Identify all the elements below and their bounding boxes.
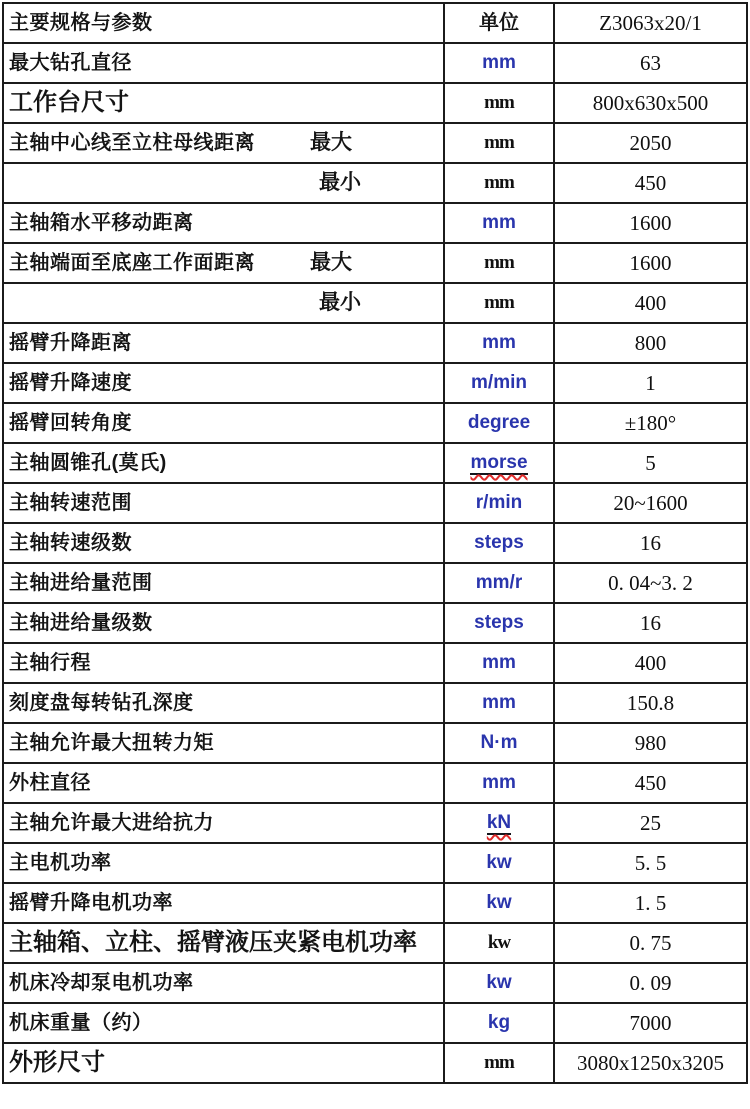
value-label: 63 xyxy=(640,51,661,75)
spec-row xyxy=(3,1043,747,1083)
param-cell xyxy=(3,763,444,803)
unit-cell xyxy=(444,523,554,563)
unit-cell xyxy=(444,723,554,763)
unit-label: mm xyxy=(484,172,514,193)
spec-row xyxy=(3,163,747,203)
spec-row xyxy=(3,123,747,163)
value-cell xyxy=(554,203,747,243)
unit-label: kw xyxy=(486,972,512,993)
param-cell xyxy=(3,403,444,443)
param-cell xyxy=(3,283,444,323)
unit-cell xyxy=(444,563,554,603)
param-cell xyxy=(3,43,444,83)
spec-row xyxy=(3,283,747,323)
value-label: 25 xyxy=(640,811,661,835)
value-label: 450 xyxy=(634,171,667,195)
unit-label: kg xyxy=(487,1012,511,1033)
param-cell xyxy=(3,243,444,283)
param-sub-label: 最小 xyxy=(319,171,361,194)
unit-label: steps xyxy=(474,612,524,633)
param-cell xyxy=(3,923,444,963)
unit-cell xyxy=(444,683,554,723)
param-cell xyxy=(3,563,444,603)
unit-label: mm xyxy=(484,132,514,153)
value-label: 150.8 xyxy=(626,691,675,715)
param-label: 主轴转速范围 xyxy=(9,492,132,514)
unit-label: steps xyxy=(474,532,524,553)
spec-row xyxy=(3,83,747,123)
value-label: ±180° xyxy=(624,411,677,435)
spec-row xyxy=(3,243,747,283)
unit-cell xyxy=(444,603,554,643)
param-cell xyxy=(3,483,444,523)
unit-column-header: 单位 xyxy=(479,12,519,34)
value-cell xyxy=(554,163,747,203)
value-cell xyxy=(554,83,747,123)
param-cell xyxy=(3,123,444,163)
value-cell xyxy=(554,603,747,643)
unit-cell xyxy=(444,283,554,323)
param-label: 主轴圆锥孔(莫氏) xyxy=(9,452,167,474)
param-label: 摇臂回转角度 xyxy=(9,412,132,434)
unit-cell xyxy=(444,963,554,1003)
unit-cell xyxy=(444,83,554,123)
param-cell xyxy=(3,163,444,203)
param-label: 外柱直径 xyxy=(9,772,91,794)
spec-row xyxy=(3,723,747,763)
unit-cell xyxy=(444,643,554,683)
param-label: 主轴端面至底座工作面距离 xyxy=(9,252,255,274)
param-label: 主轴进给量级数 xyxy=(9,612,153,634)
spec-row xyxy=(3,203,747,243)
param-cell xyxy=(3,523,444,563)
table-title: 主要规格与参数 xyxy=(9,12,153,34)
spec-table xyxy=(2,2,748,1084)
param-label: 主轴箱水平移动距离 xyxy=(9,212,194,234)
param-cell xyxy=(3,683,444,723)
unit-cell xyxy=(444,803,554,843)
param-label: 外形尺寸 xyxy=(9,1049,105,1076)
unit-label: N·m xyxy=(480,732,518,753)
param-cell xyxy=(3,363,444,403)
unit-label: mm xyxy=(484,292,514,313)
param-sub-label: 最大 xyxy=(310,251,352,274)
unit-label: mm/r xyxy=(475,572,523,593)
value-cell xyxy=(554,123,747,163)
param-label: 摇臂升降速度 xyxy=(9,372,132,394)
value-label: 1600 xyxy=(629,251,672,275)
table-header-row xyxy=(3,3,747,43)
unit-label: mm xyxy=(482,772,516,793)
spec-row xyxy=(3,403,747,443)
spec-row xyxy=(3,763,747,803)
unit-cell xyxy=(444,323,554,363)
value-cell xyxy=(554,443,747,483)
param-label: 工作台尺寸 xyxy=(9,89,129,116)
value-cell xyxy=(554,243,747,283)
value-cell xyxy=(554,523,747,563)
param-label: 主轴箱、立柱、摇臂液压夹紧电机功率 xyxy=(9,929,417,956)
param-label: 机床重量（约） xyxy=(9,1012,153,1034)
header-param-cell xyxy=(3,3,444,43)
value-cell xyxy=(554,323,747,363)
value-label: 980 xyxy=(634,731,667,755)
spec-row xyxy=(3,643,747,683)
unit-cell xyxy=(444,363,554,403)
param-cell xyxy=(3,963,444,1003)
param-label: 主轴中心线至立柱母线距离 xyxy=(9,132,255,154)
value-label: 16 xyxy=(640,611,661,635)
unit-label: kw xyxy=(487,932,511,953)
value-label: 2050 xyxy=(629,131,672,155)
spec-row xyxy=(3,923,747,963)
param-label: 机床冷却泵电机功率 xyxy=(9,972,194,994)
spec-row xyxy=(3,43,747,83)
spec-row xyxy=(3,323,747,363)
value-label: 3080x1250x3205 xyxy=(577,1051,724,1075)
value-cell xyxy=(554,683,747,723)
value-cell xyxy=(554,483,747,523)
unit-label: mm xyxy=(484,252,514,273)
unit-label: morse xyxy=(470,452,528,473)
param-label: 主轴行程 xyxy=(9,652,91,674)
spec-row xyxy=(3,1003,747,1043)
param-label: 摇臂升降距离 xyxy=(9,332,132,354)
model-number: Z3063x20/1 xyxy=(599,11,702,35)
unit-cell xyxy=(444,123,554,163)
spec-row xyxy=(3,683,747,723)
header-unit-cell xyxy=(444,3,554,43)
param-label: 主轴转速级数 xyxy=(9,532,132,554)
value-label: 0. 75 xyxy=(629,931,672,955)
param-label: 主轴允许最大扭转力矩 xyxy=(9,732,214,754)
unit-label: mm xyxy=(482,332,516,353)
value-cell xyxy=(554,963,747,1003)
param-label: 主电机功率 xyxy=(9,852,112,874)
unit-label: mm xyxy=(484,1052,514,1073)
unit-label: m/min xyxy=(471,372,527,393)
unit-cell xyxy=(444,843,554,883)
unit-cell xyxy=(444,1043,554,1083)
value-cell xyxy=(554,723,747,763)
spec-row xyxy=(3,483,747,523)
value-label: 20~1600 xyxy=(613,491,688,515)
value-label: 1600 xyxy=(629,211,672,235)
param-cell xyxy=(3,203,444,243)
unit-label: mm xyxy=(482,212,516,233)
value-cell xyxy=(554,803,747,843)
value-cell xyxy=(554,923,747,963)
param-sub-label: 最小 xyxy=(319,291,361,314)
param-cell xyxy=(3,603,444,643)
value-label: 16 xyxy=(640,531,661,555)
value-label: 0. 09 xyxy=(629,971,672,995)
param-cell xyxy=(3,443,444,483)
value-label: 5. 5 xyxy=(634,851,667,875)
unit-label: kw xyxy=(486,892,512,913)
param-cell xyxy=(3,803,444,843)
param-cell xyxy=(3,643,444,683)
value-label: 1 xyxy=(645,371,656,395)
spec-row xyxy=(3,523,747,563)
spec-row xyxy=(3,843,747,883)
value-label: 800 xyxy=(634,331,667,355)
value-label: 0. 04~3. 2 xyxy=(608,571,693,595)
unit-cell xyxy=(444,763,554,803)
param-cell xyxy=(3,843,444,883)
param-cell xyxy=(3,723,444,763)
param-label: 刻度盘每转钻孔深度 xyxy=(9,692,194,714)
param-cell xyxy=(3,1003,444,1043)
value-label: 450 xyxy=(634,771,667,795)
value-label: 400 xyxy=(634,651,667,675)
unit-cell xyxy=(444,403,554,443)
spec-row xyxy=(3,803,747,843)
param-cell xyxy=(3,1043,444,1083)
value-label: 7000 xyxy=(629,1011,672,1035)
param-label: 摇臂升降电机功率 xyxy=(9,892,173,914)
value-cell xyxy=(554,283,747,323)
unit-label: degree xyxy=(467,412,531,433)
param-label: 主轴进给量范围 xyxy=(9,572,153,594)
value-cell xyxy=(554,43,747,83)
value-label: 5 xyxy=(645,451,656,475)
value-cell xyxy=(554,883,747,923)
unit-cell xyxy=(444,43,554,83)
value-cell xyxy=(554,403,747,443)
unit-cell xyxy=(444,883,554,923)
value-cell xyxy=(554,763,747,803)
spec-row xyxy=(3,443,747,483)
param-label: 主轴允许最大进给抗力 xyxy=(9,812,214,834)
unit-label: r/min xyxy=(475,492,523,513)
spec-row xyxy=(3,963,747,1003)
unit-label: mm xyxy=(484,92,514,113)
param-cell xyxy=(3,323,444,363)
value-cell xyxy=(554,563,747,603)
unit-cell xyxy=(444,203,554,243)
value-cell xyxy=(554,1003,747,1043)
param-sub-label: 最大 xyxy=(310,131,352,154)
unit-label: kN xyxy=(486,812,512,833)
unit-cell xyxy=(444,1003,554,1043)
unit-label: mm xyxy=(482,652,516,673)
value-cell xyxy=(554,1043,747,1083)
param-label: 最大钻孔直径 xyxy=(9,52,132,74)
spec-row xyxy=(3,883,747,923)
spec-row xyxy=(3,603,747,643)
value-cell xyxy=(554,843,747,883)
param-cell xyxy=(3,883,444,923)
unit-cell xyxy=(444,163,554,203)
value-cell xyxy=(554,363,747,403)
value-label: 800x630x500 xyxy=(592,91,709,115)
header-value-cell xyxy=(554,3,747,43)
value-label: 400 xyxy=(634,291,667,315)
value-cell xyxy=(554,643,747,683)
unit-label: mm xyxy=(482,52,516,73)
unit-label: mm xyxy=(482,692,516,713)
spec-row xyxy=(3,363,747,403)
unit-cell xyxy=(444,923,554,963)
param-cell xyxy=(3,83,444,123)
unit-cell xyxy=(444,483,554,523)
unit-cell xyxy=(444,243,554,283)
unit-cell xyxy=(444,443,554,483)
unit-label: kw xyxy=(486,852,512,873)
spec-row xyxy=(3,563,747,603)
value-label: 1. 5 xyxy=(634,891,667,915)
